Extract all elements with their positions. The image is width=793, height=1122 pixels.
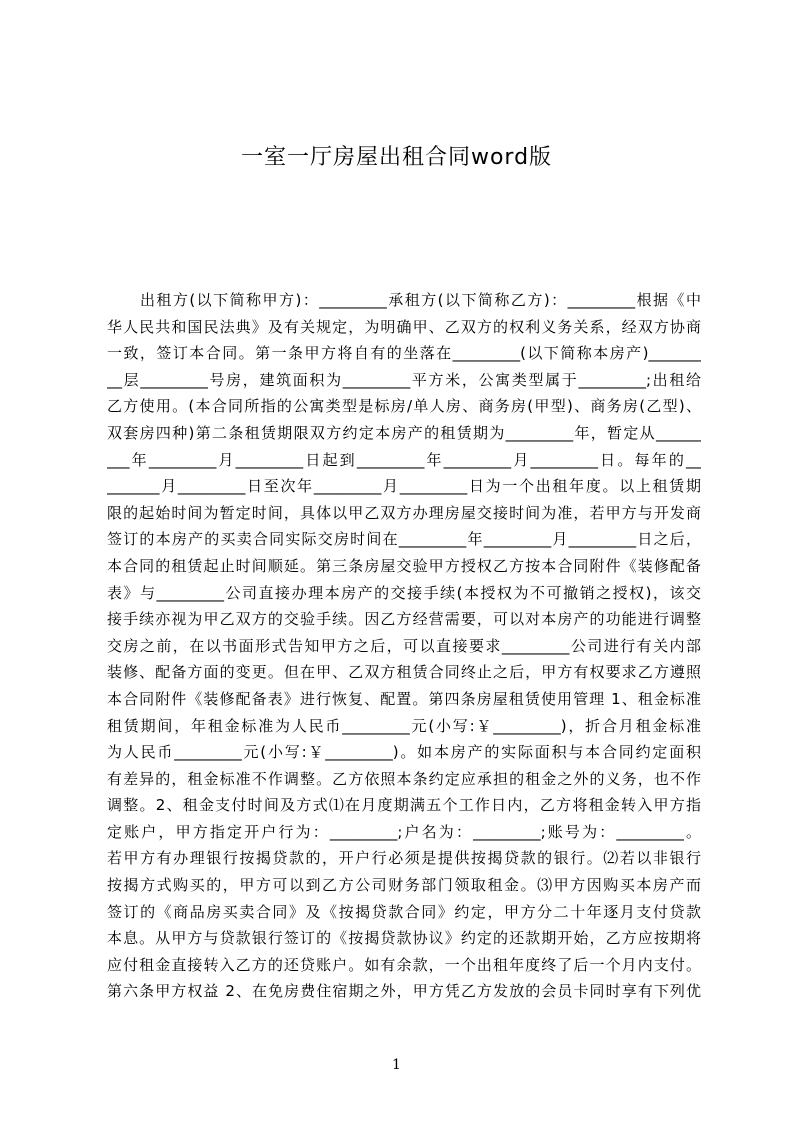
- contract-body: [107, 287, 701, 1005]
- body-line: 按揭方式购买的，甲方可以到乙方公司财务部门领取租金。⑶甲方因购买本房产而: [107, 876, 701, 895]
- body-line: 本息。从甲方与贷款银行签订的《按揭贷款协议》约定的还款期开始，乙方应按期将: [107, 929, 701, 948]
- page-title: 一室一厅房屋出租合同word版: [240, 145, 553, 170]
- body-line: 第六条甲方权益 2、在免房费住宿期之外，甲方凭乙方发放的会员卡同时享有下列优: [107, 982, 701, 1001]
- body-line: _______月_________日至次年_________月_________日为一个出租年度。以上租赁期: [107, 477, 701, 496]
- body-line: 交房之前，在以书面形式告知甲方之后，可以直接要求_________公司进行有关内部: [107, 636, 701, 655]
- page-number: 1: [392, 1057, 401, 1073]
- body-line: 接手续亦视为甲乙双方的交验手续。因乙方经营需要，可以对本房产的功能进行调整: [107, 610, 701, 629]
- body-line: 有差异的，租金标准不作调整。乙方依照本条约定应承担的租金之外的义务，也不作: [107, 769, 701, 788]
- body-line: 表》与_________公司直接办理本房产的交接手续(本授权为不可撤销之授权)，该交: [107, 583, 701, 602]
- body-line: 签订的本房产的买卖合同实际交房时间在_________年_________月_________日之后，: [107, 530, 701, 549]
- body-line: 租赁期间，年租金标准为人民币_________元(小写:￥_________)，折合月租金标准: [107, 716, 701, 735]
- body-line: 本合同的租赁起止时间顺延。第三条房屋交验甲方授权乙方按本合同附件《装修配备: [107, 556, 701, 575]
- body-line: 调整。2、租金支付时间及方式⑴在月度期满五个工作日内，乙方将租金转入甲方指: [107, 796, 701, 815]
- body-line: 为人民币_________元(小写:￥_________)。如本房产的实际面积与本合同约定面积: [107, 743, 701, 762]
- body-line: __层_________号房，建筑面积为_________平方米，公寓类型属于_________;出租给: [107, 370, 701, 389]
- body-line: 装修、配备方面的变更。但在甲、乙双方租赁合同终止之后，甲方有权要求乙方遵照: [107, 663, 701, 682]
- body-line: 限的起始时间为暂定时间，具体以甲乙双方办理房屋交接时间为准，若甲方与开发商: [107, 503, 701, 522]
- body-line: 华人民共和国民法典》及有关规定，为明确甲、乙双方的权利义务关系，经双方协商: [107, 317, 701, 336]
- body-line: 乙方使用。(本合同所指的公寓类型是标房/单人房、商务房(甲型)、商务房(乙型)、: [107, 397, 701, 416]
- body-line: 应付租金直接转入乙方的还贷账户。如有余款，一个出租年度终了后一个月内支付。: [107, 955, 701, 974]
- body-line: 签订的《商品房买卖合同》及《按揭贷款合同》约定，甲方分二十年逐月支付贷款: [107, 902, 701, 921]
- body-line: ___年_________月_________日起到_________年_________月_________日。每年的__: [107, 450, 701, 469]
- body-line: 出租方(以下简称甲方)：_________承租方(以下简称乙方)：_________根据《中: [107, 291, 701, 309]
- body-line: 本合同附件《装修配备表》进行恢复、配置。第四条房屋租赁使用管理 1、租金标准: [107, 689, 701, 708]
- body-line: 双套房四种)第二条租赁期限双方约定本房产的租赁期为_________年，暂定从______: [107, 423, 701, 442]
- body-line: 定账户，甲方指定开户行为：_________;户名为：_________;账号为：_________。: [107, 822, 701, 841]
- body-line: 一致，签订本合同。第一条甲方将自有的坐落在_________(以下简称本房产)_______: [107, 344, 701, 363]
- body-line: 若甲方有办理银行按揭贷款的，开户行必须是提供按揭贷款的银行。⑵若以非银行: [107, 849, 701, 868]
